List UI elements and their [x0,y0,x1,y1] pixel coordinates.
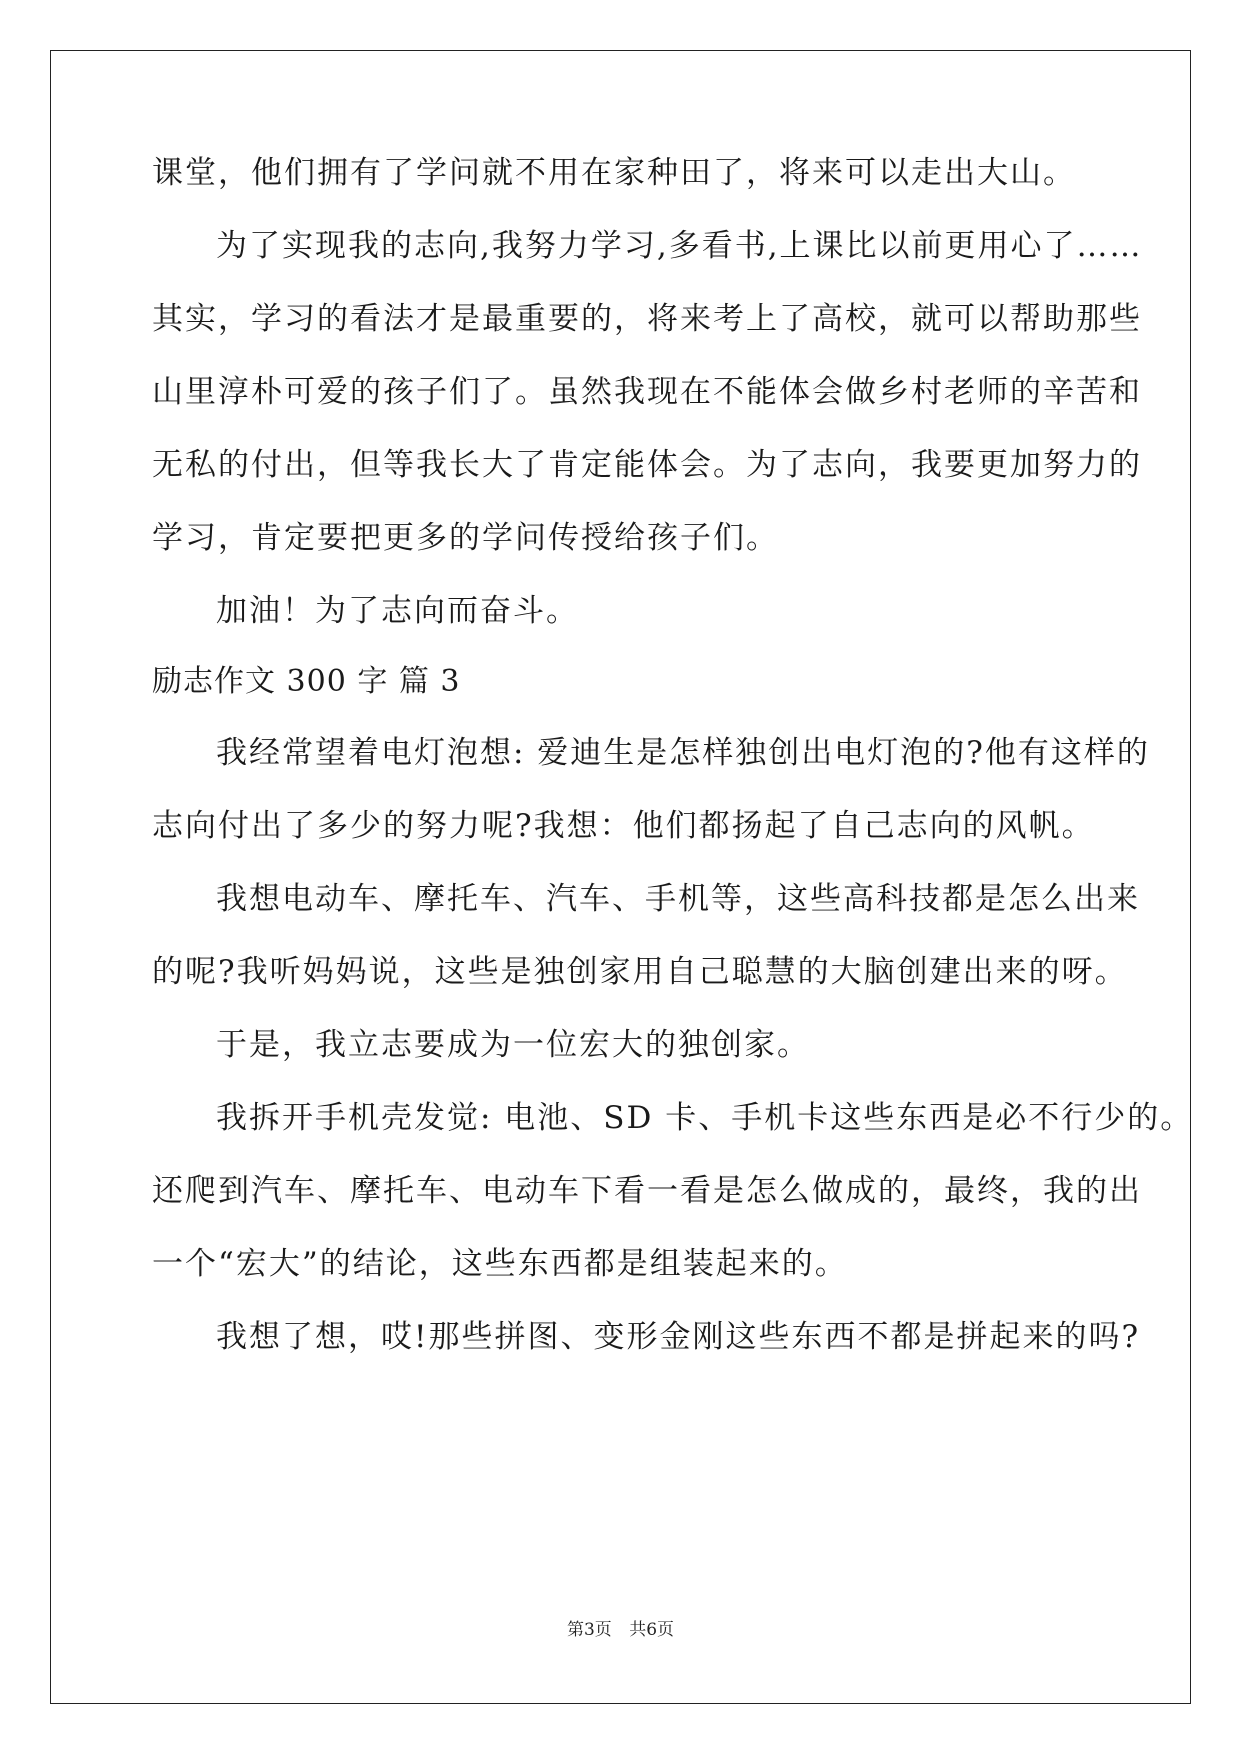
paragraph-line: 山里淳朴可爱的孩子们了。虽然我现在不能体会做乡村老师的辛苦和 [152,374,1142,410]
paragraph-line: 我想了想，哎!那些拼图、变形金刚这些东西不都是拼起来的吗? [216,1319,1141,1355]
paragraph-line: 无私的付出，但等我长大了肯定能体会。为了志向，我要更加努力的 [152,447,1142,483]
page-footer [0,1615,1241,1640]
paragraph-line: 加油！为了志向而奋斗。 [216,593,579,629]
paragraph-line: 课堂，他们拥有了学问就不用在家种田了，将来可以走出大山。 [152,155,1076,191]
paragraph-line: 的呢?我听妈妈说，这些是独创家用自己聪慧的大脑创建出来的呀。 [152,954,1128,990]
paragraph-line: 志向付出了多少的努力呢?我想：他们都扬起了自己志向的风帆。 [152,808,1095,844]
page-total: 共6页 [629,1620,675,1640]
section-heading: 励志作文 300 字 篇 3 [152,664,461,699]
paragraph-line: 学习，肯定要把更多的学问传授给孩子们。 [152,520,779,556]
paragraph-line: 于是，我立志要成为一位宏大的独创家。 [216,1027,810,1063]
paragraph-line: 我想电动车、摩托车、汽车、手机等，这些高科技都是怎么出来 [216,881,1140,917]
paragraph-line: 我经常望着电灯泡想: 爱迪生是怎样独创出电灯泡的?他有这样的 [216,735,1150,771]
paragraph-line: 一个“宏大”的结论，这些东西都是组装起来的。 [152,1246,848,1282]
paragraph-line: 为了实现我的志向,我努力学习,多看书,上课比以前更用心了…… [216,228,1143,264]
paragraph-line: 还爬到汽车、摩托车、电动车下看一看是怎么做成的，最终，我的出 [152,1173,1142,1209]
paragraph-line: 其实，学习的看法才是最重要的，将来考上了高校，就可以帮助那些 [152,301,1142,337]
page-number: 第3页 [566,1620,612,1640]
paragraph-line: 我拆开手机壳发觉: 电池、SD 卡、手机卡这些东西是必不行少的。 [216,1100,1194,1136]
